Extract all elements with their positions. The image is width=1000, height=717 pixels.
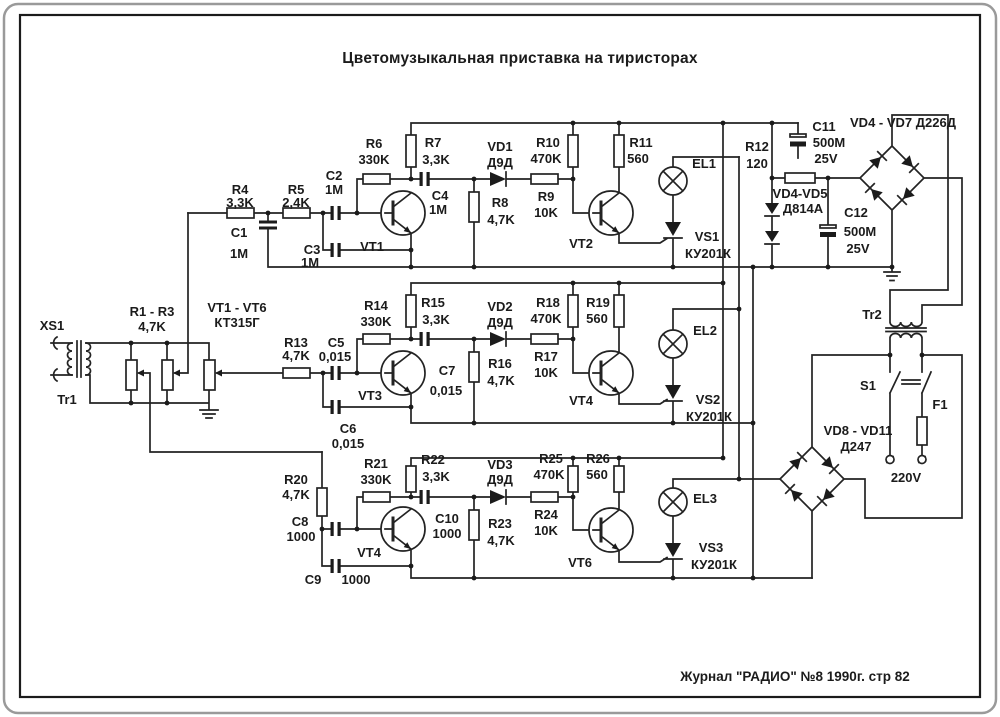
value-R11: 560: [627, 151, 649, 166]
value-R25: 470K: [533, 467, 565, 482]
capacitor-C2: [331, 206, 334, 220]
capacitor-C9: [331, 559, 334, 573]
label-R1-R3: R1 - R3: [129, 304, 175, 319]
capacitor-C8: [331, 522, 334, 536]
resistor-R17: [531, 334, 558, 344]
label-R10: R10: [536, 135, 560, 150]
label-VT4: VT4: [569, 393, 593, 408]
label-R11: R11: [629, 135, 653, 150]
value-R26: 560: [586, 467, 608, 482]
label-R21: R21: [364, 456, 388, 471]
resistor-R24: [531, 492, 558, 502]
value-R12: 120: [746, 156, 768, 171]
resistor-R8: [469, 192, 479, 222]
value-R15: 3,3K: [422, 312, 450, 327]
label-C11: C11: [812, 119, 836, 134]
capacitor-C1: [259, 227, 277, 230]
label-Tr2: Tr2: [862, 307, 882, 322]
value-R18: 470K: [530, 311, 562, 326]
page-title: Цветомузыкальная приставка на тиристорах: [342, 50, 698, 67]
label-VT6: VT6: [568, 555, 592, 570]
label-C5: C5: [327, 335, 345, 350]
value-VS1: КУ201К: [685, 246, 731, 261]
value-VD3: Д9Д: [487, 472, 513, 487]
transistor-VT6: [589, 508, 633, 552]
resistor-R26: [614, 466, 624, 492]
capacitor-C10: [420, 490, 423, 504]
value-R21: 330K: [360, 472, 392, 487]
value-VS3: КУ201К: [691, 557, 737, 572]
label-R25: R25: [539, 451, 563, 466]
value-R10: 470K: [530, 151, 562, 166]
value-C12: 500M: [843, 224, 877, 239]
label-R5: R5: [287, 182, 305, 197]
label-R15: R15: [421, 295, 445, 310]
value-R9: 10K: [534, 205, 558, 220]
capacitor-C6: [338, 400, 341, 414]
value2-C12: 25V: [846, 241, 870, 256]
label-VS3: VS3: [698, 540, 724, 555]
label-VT1: VT1: [360, 239, 384, 254]
capacitor-C8: [338, 522, 341, 536]
value-C6: 0,015: [331, 436, 365, 451]
value-C4: 1M: [428, 202, 448, 217]
label-VT1-VT6: VT1 - VT6: [207, 300, 267, 315]
label-VS2: VS2: [695, 392, 721, 407]
label-C8: C8: [291, 514, 309, 529]
resistor-R6: [363, 174, 390, 184]
capacitor-C4: [420, 172, 423, 186]
resistor-R13: [283, 368, 310, 378]
label-R16: R16: [488, 356, 512, 371]
label-R8: R8: [491, 195, 509, 210]
value-R8: 4,7K: [487, 212, 515, 227]
value-R19: 560: [586, 311, 608, 326]
capacitor-C2: [338, 206, 341, 220]
resistor-R23: [469, 510, 479, 540]
label-R19: R19: [586, 295, 610, 310]
label-R4: R4: [231, 182, 249, 197]
label-R17: R17: [534, 349, 558, 364]
value-C9: 1000: [341, 572, 371, 587]
label-VD2: VD2: [487, 299, 513, 314]
label-VT5: VT4: [357, 545, 381, 560]
label-C4: C4: [431, 188, 449, 203]
capacitor-C9: [338, 559, 341, 573]
value-C3: 1M: [300, 255, 320, 270]
resistor-R16: [469, 352, 479, 382]
transistor-VT1: [381, 191, 425, 235]
transistor-VT4: [589, 351, 633, 395]
capacitor-C11: [790, 142, 806, 147]
label-VD3: VD3: [487, 457, 513, 472]
value-R1-R3: 4,7K: [138, 319, 166, 334]
label-R7: R7: [424, 135, 442, 150]
resistor-R18: [568, 295, 578, 327]
label-VS1: VS1: [694, 229, 720, 244]
value-R17: 10K: [534, 365, 558, 380]
label-C9: C9: [304, 572, 322, 587]
value-VD8-VD11: Д247: [840, 439, 872, 454]
resistor-R10: [568, 135, 578, 167]
value-C10: 1000: [432, 526, 462, 541]
potentiometer-R1[interactable]: [126, 360, 137, 390]
value-R5: 2,4K: [282, 195, 310, 210]
value-C2: 1M: [324, 182, 344, 197]
label-S1: S1: [860, 378, 876, 393]
transistor-VT2: [589, 191, 633, 235]
capacitor-C11: [790, 134, 806, 137]
transistor-VT3: [381, 351, 425, 395]
value-R24: 10K: [534, 523, 558, 538]
label-R24: R24: [534, 507, 558, 522]
resistor-R19: [614, 295, 624, 327]
label-R18: R18: [536, 295, 560, 310]
label-VT2: VT2: [569, 236, 593, 251]
label-VD8-VD11: VD8 - VD11: [823, 423, 893, 438]
value-C1: 1M: [229, 246, 249, 261]
capacitor-C3: [331, 243, 334, 257]
label-C12: C12: [844, 205, 868, 220]
label-C10: C10: [435, 511, 459, 526]
value-VD1: Д9Д: [487, 155, 513, 170]
label-F1: F1: [932, 397, 948, 412]
label-R22: R22: [421, 452, 445, 467]
capacitor-C7: [427, 332, 430, 346]
label-EL3: EL3: [693, 491, 717, 506]
capacitor-C12: [820, 232, 836, 237]
value-R6: 330K: [358, 152, 390, 167]
value-VD4-VD5: Д814А: [782, 201, 824, 216]
label-Tr1: Tr1: [57, 392, 77, 407]
mains-terminal[interactable]: [918, 456, 926, 464]
resistor-R25: [568, 466, 578, 492]
value-R13: 4,7K: [282, 348, 310, 363]
potentiometer-R3[interactable]: [204, 360, 215, 390]
value-C8: 1000: [286, 529, 316, 544]
value-VT1-VT6: КТ315Г: [214, 315, 260, 330]
value-R22: 3,3K: [422, 469, 450, 484]
fuse-F1: [917, 417, 927, 445]
value-R4: 3,3K: [226, 195, 254, 210]
value-C7: 0,015: [429, 383, 463, 398]
resistor-R7: [406, 135, 416, 167]
capacitor-C6: [331, 400, 334, 414]
value-R23: 4,7K: [487, 533, 515, 548]
label-R9: R9: [537, 189, 555, 204]
value-C5: 0,015: [318, 349, 352, 364]
label-C6: C6: [339, 421, 357, 436]
label-R13: R13: [284, 335, 308, 350]
resistor-R15: [406, 295, 416, 327]
value2-C11: 25V: [814, 151, 838, 166]
value-R7: 3,3K: [422, 152, 450, 167]
label-R14: R14: [364, 298, 388, 313]
label-R6: R6: [365, 136, 383, 151]
value-C11: 500M: [812, 135, 846, 150]
value-VS2: КУ201К: [686, 409, 732, 424]
resistor-R21: [363, 492, 390, 502]
value-R16: 4,7K: [487, 373, 515, 388]
label-VD4-VD5: VD4-VD5: [772, 186, 828, 201]
label-VT3: VT3: [358, 388, 382, 403]
value-VD2: Д9Д: [487, 315, 513, 330]
resistor-R9: [531, 174, 558, 184]
capacitor-C1: [259, 221, 277, 224]
capacitor-C12: [820, 225, 836, 228]
transistor-VT5: [381, 507, 425, 551]
label-R20: R20: [284, 472, 308, 487]
label-R23: R23: [488, 516, 512, 531]
potentiometer-R2[interactable]: [162, 360, 173, 390]
resistor-R22: [406, 466, 416, 492]
label-R12: R12: [745, 139, 769, 154]
footer-caption: Журнал "РАДИО" №8 1990г. стр 82: [680, 669, 910, 684]
label-EL2: EL2: [693, 323, 717, 338]
capacitor-C10: [427, 490, 430, 504]
label-C1: C1: [230, 225, 248, 240]
capacitor-C7: [420, 332, 423, 346]
label-220V: 220V: [890, 470, 922, 485]
resistor-R11: [614, 135, 624, 167]
label-VD1: VD1: [487, 139, 513, 154]
label-EL1: EL1: [692, 156, 716, 171]
mains-terminal[interactable]: [886, 456, 894, 464]
capacitor-C5: [331, 366, 334, 380]
resistor-R14: [363, 334, 390, 344]
label-C3: C3: [303, 242, 321, 257]
capacitor-C5: [338, 366, 341, 380]
label-R26: R26: [586, 451, 610, 466]
label-VD4-VD7: VD4 - VD7 Д226Д: [850, 115, 956, 130]
capacitor-C3: [338, 243, 341, 257]
value-R20: 4,7K: [282, 487, 310, 502]
label-C2: C2: [325, 168, 343, 183]
resistor-R20: [317, 488, 327, 516]
resistor-R12: [785, 173, 815, 183]
label-XS1: XS1: [39, 318, 65, 333]
label-C7: C7: [438, 363, 456, 378]
capacitor-C4: [427, 172, 430, 186]
value-R14: 330K: [360, 314, 392, 329]
